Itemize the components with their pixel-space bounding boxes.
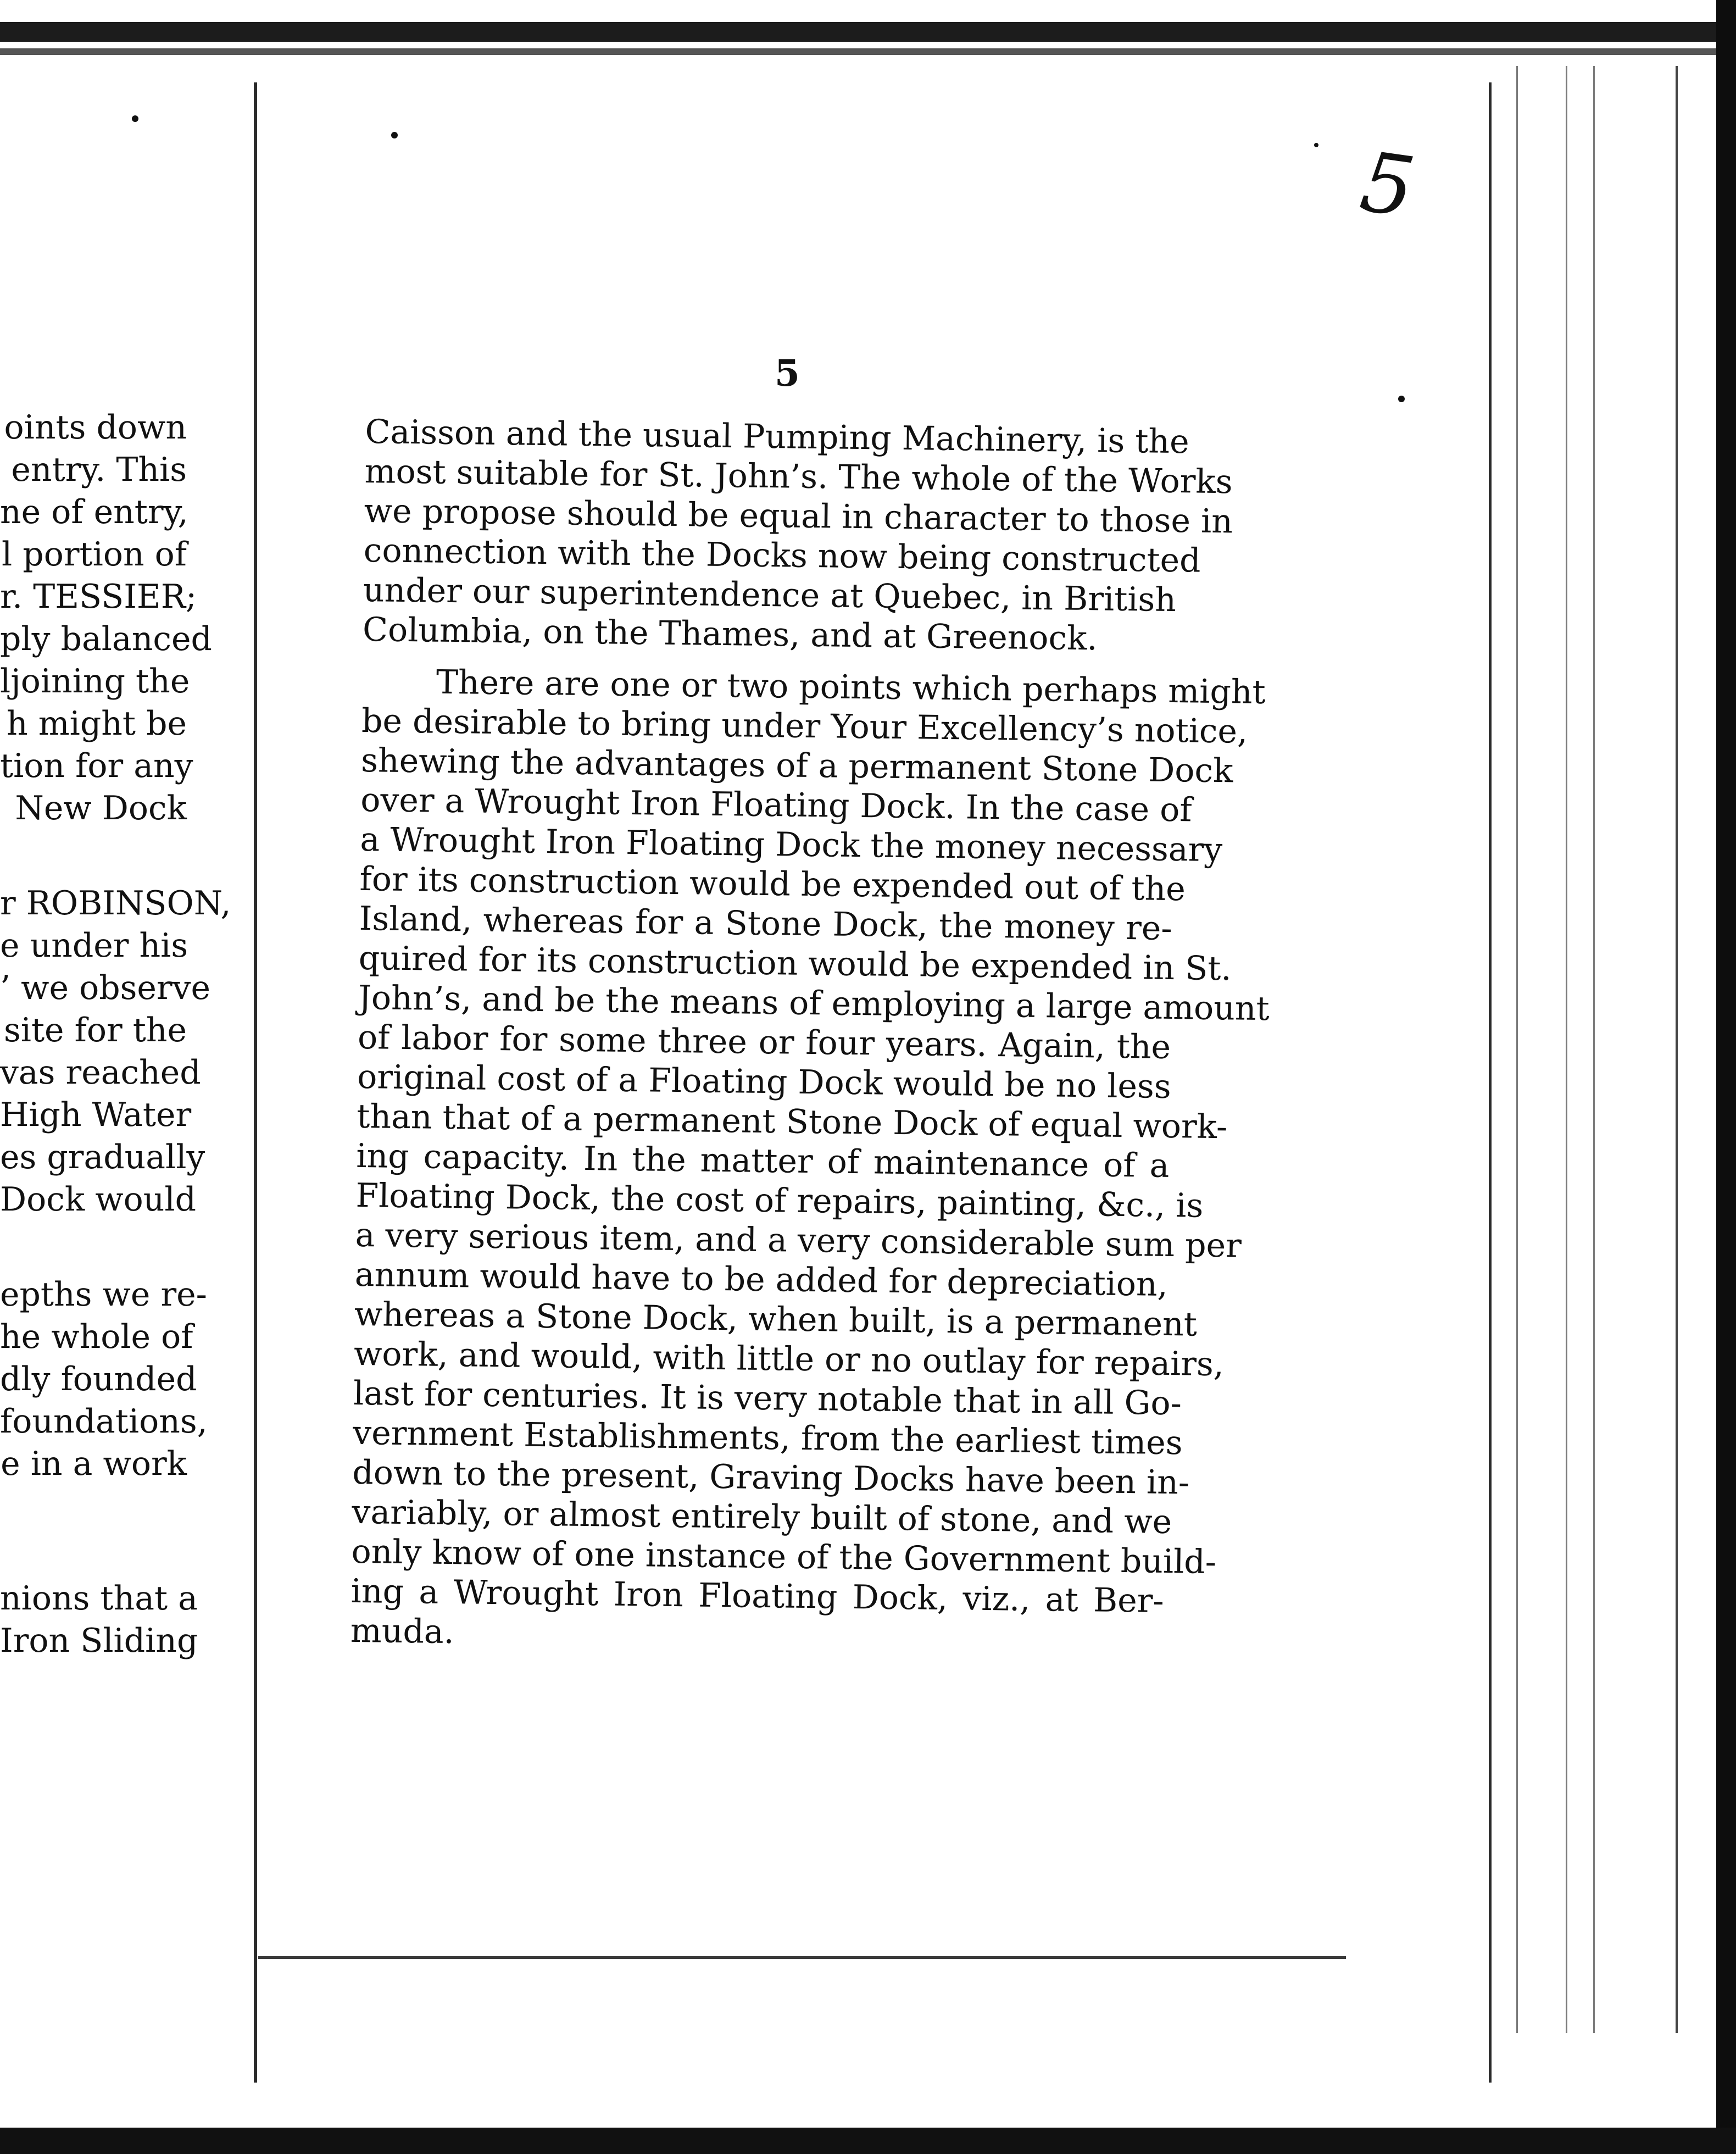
text-line: There are one or two points which perhaps might — [436, 663, 1266, 712]
page-stack-edge — [1676, 66, 1678, 2033]
text-line: John’s, and be the means of employing a large amount — [358, 978, 1270, 1029]
text-line: be desirable to bring under Your Excellency’s notice, — [361, 701, 1248, 751]
fragment-line: es gradually — [0, 1138, 205, 1176]
text-line: muda. — [350, 1611, 455, 1652]
fragment-line: nions that a — [0, 1579, 198, 1618]
scan-border-top — [0, 22, 1736, 42]
fragment-line: ’ we observe — [0, 969, 210, 1007]
main-text-body — [350, 412, 1270, 1661]
page-stack-edge — [1593, 66, 1595, 2033]
scan-speck — [132, 115, 138, 122]
page-right-edge — [1489, 82, 1492, 2083]
fragment-line: l portion of — [2, 535, 187, 574]
fragment-line: entry. This — [11, 451, 187, 489]
fragment-line: h might be — [7, 704, 187, 743]
text-line: for its construction would be expended out of the — [359, 859, 1186, 909]
page-stack-edge — [1516, 66, 1518, 2033]
scan-speck — [1314, 143, 1318, 147]
text-line: of labor for some three or four years. Again, the — [357, 1018, 1171, 1067]
paragraph — [362, 412, 1233, 659]
text-line: under our superintendence at Quebec, in British — [363, 570, 1177, 620]
scan-speck — [391, 132, 398, 138]
fragment-line: r ROBINSON, — [0, 884, 231, 923]
handwritten-page-mark: 5 — [1355, 134, 1421, 236]
fragment-line: he whole of — [0, 1318, 193, 1356]
text-line: annum would have to be added for depreciation, — [354, 1255, 1169, 1304]
text-line: Caisson and the usual Pumping Machinery, is the — [365, 412, 1190, 462]
text-line: ing capacity. In the matter of maintenance of a — [356, 1136, 1170, 1185]
page-number: 5 — [775, 352, 800, 395]
text-line: whereas a Stone Dock, when built, is a permanent — [354, 1295, 1198, 1344]
text-line: over a Wrought Iron Floating Dock. In the case of — [360, 780, 1193, 830]
fragment-line: ljoining the — [0, 662, 190, 701]
text-line: connection with the Docks now being constructed — [363, 531, 1201, 580]
text-line: shewing the advantages of a permanent Stone Dock — [360, 741, 1233, 791]
text-line: only know of one instance of the Government build- — [351, 1532, 1217, 1582]
text-line: Floating Dock, the cost of repairs, painting, &c., is — [355, 1176, 1204, 1225]
fragment-line: ply balanced — [0, 620, 212, 658]
book-gutter — [254, 82, 257, 2083]
page-bottom-edge — [258, 1956, 1346, 1959]
text-line: last for centuries. It is very notable that in all Go- — [353, 1374, 1182, 1423]
text-line: a Wrought Iron Floating Dock the money necessary — [360, 820, 1223, 870]
text-line: quired for its construction would be expended in St. — [358, 939, 1232, 989]
fragment-line: New Dock — [15, 789, 187, 828]
text-line: work, and would, with little or no outlay for repairs, — [353, 1334, 1225, 1384]
text-line: vernment Establishments, from the earliest times — [352, 1413, 1183, 1463]
text-line: variably, or almost entirely built of stone, and we — [352, 1492, 1172, 1542]
fragment-line: tion for any — [0, 747, 193, 785]
fragment-line: oints down — [4, 408, 187, 447]
fragment-line: Dock would — [0, 1180, 196, 1219]
text-line: we propose should be equal in character to those in — [364, 491, 1233, 541]
fragment-line: ne of entry, — [0, 493, 188, 531]
text-line: Columbia, on the Thames, and at Greenock. — [362, 610, 1098, 658]
scan-border-right — [1716, 0, 1736, 2154]
fragment-line: Iron Sliding — [0, 1622, 198, 1660]
left-page-fragment — [0, 407, 231, 1662]
text-line: than that of a permanent Stone Dock of equal work- — [356, 1097, 1228, 1147]
text-line: a very serious item, and a very considerable sum per — [355, 1215, 1242, 1265]
fragment-line: High Water — [0, 1096, 192, 1134]
scan-speck — [1398, 396, 1405, 402]
text-line: ing a Wrought Iron Floating Dock, viz., at Ber- — [350, 1572, 1165, 1620]
fragment-line: vas reached — [0, 1053, 201, 1092]
text-line: down to the present, Graving Docks have been in- — [352, 1453, 1190, 1502]
fragment-line: foundations, — [0, 1402, 208, 1441]
scan-border-bottom — [0, 2128, 1736, 2154]
scan-border-top-shadow — [0, 48, 1736, 55]
text-line: original cost of a Floating Dock would be no less — [357, 1057, 1172, 1107]
fragment-line: epths we re- — [0, 1275, 207, 1314]
text-line: most suitable for St. John’s. The whole of the Works — [364, 452, 1233, 502]
text-line: Island, whereas for a Stone Dock, the money re- — [359, 899, 1173, 948]
fragment-line: e under his — [0, 926, 188, 965]
fragment-line: dly founded — [0, 1360, 197, 1398]
page-stack-edge — [1566, 66, 1567, 2033]
fragment-line: r. TESSIER; — [0, 578, 197, 616]
paragraph — [350, 662, 1270, 1661]
fragment-line: e in a work — [1, 1445, 187, 1483]
fragment-line: site for the — [3, 1011, 187, 1050]
